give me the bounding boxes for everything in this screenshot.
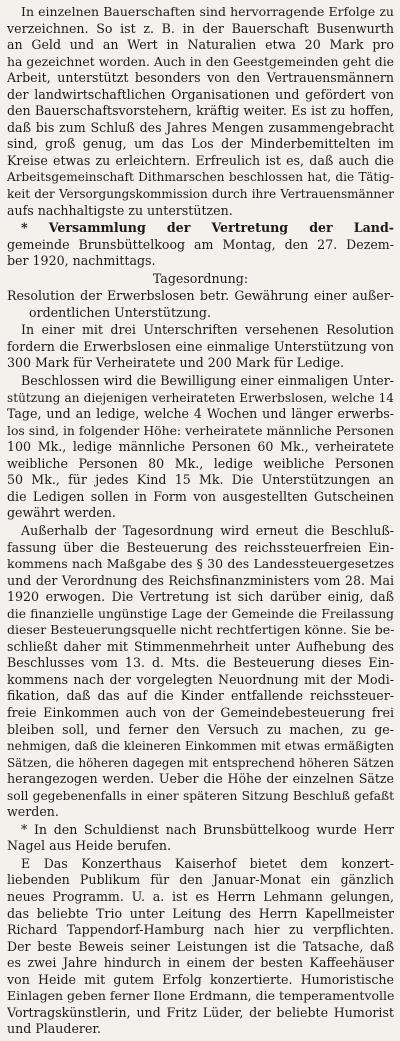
- text-line: dieser Besteuerungsquelle nicht rechtfertigen könne. Sie be-: [7, 622, 394, 638]
- text-line: ber 1920, nachmittags.: [7, 253, 156, 269]
- text-line: kommens nach der vorgelegten Neuordnung mit der Modi-: [7, 671, 394, 687]
- text-line: In einer mit drei Unterschriften versehenen Resolution: [21, 322, 394, 338]
- text-line: Richard Tappendorf-Hamburg nach hier zu verpflichten.: [7, 922, 394, 938]
- text-line: soll gegebenenfalls in einer späteren Sitzung Beschluß gefaßt: [7, 788, 394, 803]
- text-line: Beschlusses vom 13. d. Mts. die Besteuerung dieses Ein-: [7, 655, 394, 671]
- text-line: Außerhalb der Tagesordnung wird erneut die Beschluß-: [21, 522, 394, 538]
- paragraph-schuldienst: [7, 822, 394, 855]
- text-line: daß bis zum Schluß des Jahres Mengen zusammengebracht: [7, 119, 394, 135]
- paragraph-versammlung: [7, 220, 394, 270]
- text-line: stützung an diejenigen verheirateten Erwerbslosen, welche 14: [7, 390, 394, 405]
- text-line: von Heide mit gutem Erfolg konzertierte. Humoristische: [7, 971, 394, 987]
- text-line: keit der Versorgungskommission durch ihre Vertrauensmänner: [7, 187, 394, 202]
- paragraph-ausserhalb: [7, 523, 394, 821]
- paragraph-tagesordnung-heading: [7, 271, 394, 288]
- text-line: die Ledigen sollen in Form von ausgestellten Gutscheinen: [7, 488, 394, 504]
- text-line: liebenden Publikum für den Januar-Monat ein gänzlich: [7, 872, 394, 888]
- text-line: 300 Mark für Verheiratete und 200 Mark für Ledige.: [7, 355, 345, 371]
- text-line: fikation, daß das auf die Kinder entfallende reichssteuer-: [7, 688, 394, 704]
- text-line: Kreise etwas zu erleichtern. Erfreulich ist es, daß auch die: [7, 152, 394, 168]
- text-line: die finanzielle ungünstige Lage der Gemeinde die Freilassung: [7, 606, 394, 621]
- text-line: nehmigen, daß die kleineren Einkommen mit etwas ermäßigten: [7, 739, 394, 754]
- paragraph-bauerschaften: [7, 4, 394, 219]
- paragraph-konzerthaus: [7, 856, 394, 1038]
- text-line: Einlagen geben ferner Ilone Erdmann, die temperamentvolle: [7, 988, 394, 1004]
- text-line: aufs nachhaltigste zu unterstützen.: [7, 202, 233, 218]
- text-line: freie Einkommen auch von der Gemeindebesteuerung frei: [7, 704, 394, 720]
- text-line: weibliche Personen 80 Mk., ledige weibliche Personen: [7, 455, 394, 471]
- text-line: E Das Konzerthaus Kaiserhof bietet dem konzert-: [21, 855, 394, 871]
- text-line: an Geld und an Wert in Naturalien etwa 20 Mark pro: [7, 37, 394, 53]
- text-line: sind, groß genug, um das Los der Minderbemittelten im: [7, 136, 394, 152]
- text-line: Der beste Beweis seiner Leistungen ist die Tatsache, daß: [7, 938, 394, 954]
- text-line: gewährt werden.: [7, 505, 116, 521]
- text-line: fordern die Erwerbslosen eine einmalige Unterstützung von: [7, 338, 394, 354]
- text-line: 100 Mk., ledige männliche Personen 60 Mk., verheiratete: [7, 439, 394, 455]
- text-line: Sätzen, die höheren dagegen mit entsprechend höheren Sätzen: [7, 755, 394, 770]
- text-line: Arbeitsgemeinschaft Dithmarschen beschlossen hat, die Tätig-: [7, 170, 394, 185]
- text-line: Tage, und an ledige, welche 4 Wochen und länger erwerbs-: [7, 406, 394, 422]
- text-line: neues Programm. U. a. ist es Herrn Lehmann gelungen,: [7, 888, 394, 904]
- text-line: ha gezeichnet worden. Auch in den Geestgemeinden geht die: [7, 53, 394, 69]
- text-line: Tagesordnung:: [152, 270, 249, 286]
- text-line: bleiben soll, und ferner den Versuch zu machen, zu ge-: [7, 721, 394, 737]
- paragraph-beschlossen: [7, 373, 394, 522]
- text-line: den Bauerschaftsvorstehern, kräftig weiter. Es ist zu hoffen,: [7, 103, 394, 119]
- text-line: herangezogen werden. Ueber die Höhe der einzelnen Sätze: [7, 771, 394, 787]
- text-line: Resolution der Erwerbslosen betr. Gewährung einer außer-: [7, 288, 394, 304]
- text-line: verzeichnen. So ist z. B. in der Bauerschaft Busenwurth: [7, 20, 394, 36]
- text-line: 50 Mk., für jedes Kind 15 Mk. Die Unterstützungen an: [7, 472, 394, 488]
- text-line: und Plauderer.: [7, 1021, 102, 1037]
- text-line: los sind, in folgender Höhe: verheiratete männliche Personen: [7, 422, 394, 438]
- text-line: 1920 erwogen. Die Vertretung ist sich darüber einig, daß: [7, 589, 394, 605]
- text-line: In einzelnen Bauerschaften sind hervorragende Erfolge zu: [21, 4, 394, 19]
- text-line: kommens nach Maßgabe des § 30 des Landessteuergesetzes: [7, 556, 394, 572]
- text-line: und der Verordnung des Reichsfinanzministers vom 28. Mai: [7, 572, 394, 588]
- text-line: * In den Schuldienst nach Brunsbüttelkoog wurde Herr: [21, 821, 394, 837]
- text-line: das beliebte Trio unter Leitung des Herrn Kapellmeister: [7, 905, 394, 921]
- text-line: fassung über die Besteuerung des reichssteuerfreien Ein-: [7, 539, 394, 555]
- text-line: der landwirtschaftlichen Organisationen und gefördert von: [7, 86, 394, 102]
- text-line: ordentlichen Unterstützung.: [29, 304, 211, 320]
- text-line: Arbeit, unterstützt besonders von den Vertrauensmännern: [7, 70, 394, 86]
- text-line: es zwei Jahre hindurch in einem der besten Kaffeehäuser: [7, 955, 394, 971]
- text-line: * Versammlung der Vertretung der Land-: [21, 220, 394, 236]
- text-line: werden.: [7, 804, 59, 820]
- text-line: Nagel aus Heide berufen.: [7, 838, 172, 854]
- text-line: Beschlossen wird die Bewilligung einer einmaligen Unter-: [21, 373, 394, 389]
- text-line: gemeinde Brunsbüttelkoog am Montag, den 27. Dezem-: [7, 236, 394, 252]
- text-line: Vortragskünstlerin, und Fritz Lüder, der beliebte Humorist: [7, 1004, 394, 1020]
- text-line: schließt daher mit Stimmenmehrheit unter Aufhebung des: [7, 638, 394, 654]
- paragraph-resolution-item: [7, 288, 394, 321]
- paragraph-resolution: [7, 322, 394, 372]
